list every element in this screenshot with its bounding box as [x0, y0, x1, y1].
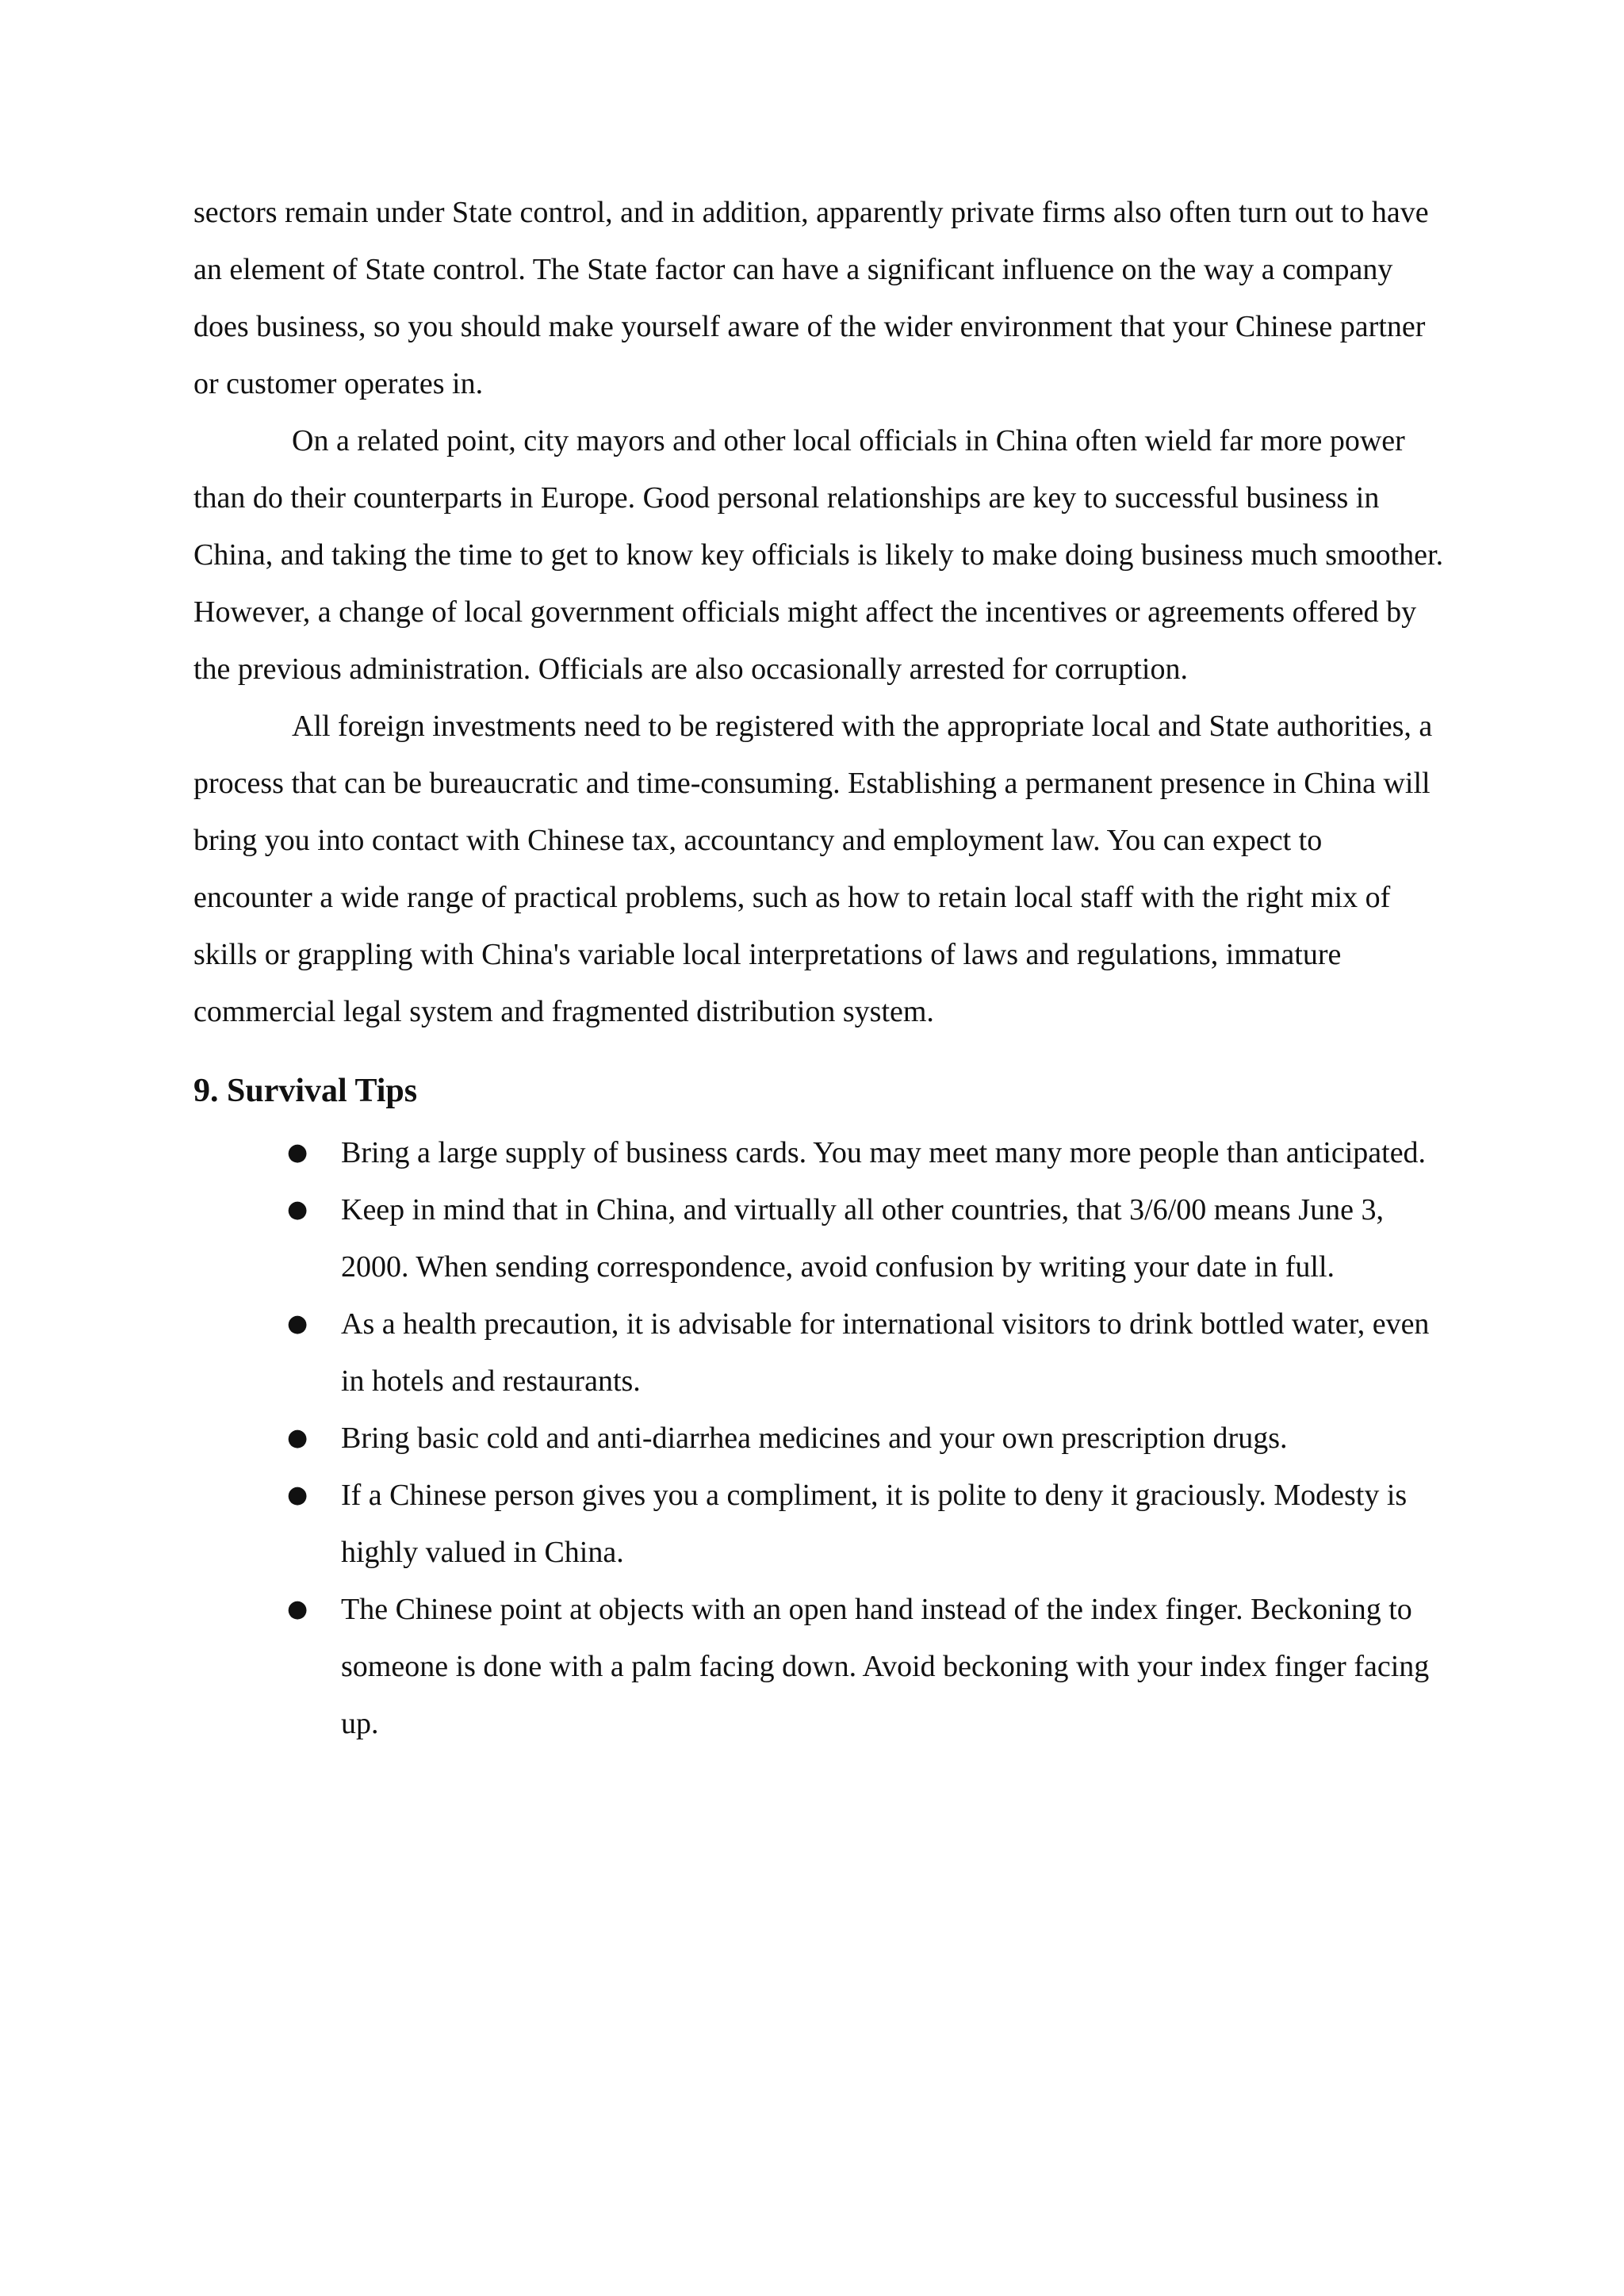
bullet-icon: ●	[287, 1595, 308, 1623]
paragraph-local-officials: On a related point, city mayors and other local officials in China often wield far more power than do their counterparts in Europe. Good personal relationships are key to successful business in China, and taking the time to get to know key officials is likely to make doing business much smoother. However, a change of local government officials might affect the incentives or agreements offered by the previous administration. Officials are also occasionally arrested for corruption.	[193, 424, 1444, 686]
tip-text: Bring a large supply of business cards. You may meet many more people than anticipated.	[341, 1136, 1427, 1169]
tip-text: As a health precaution, it is advisable for international visitors to drink bottled water, even in hotels and restaurants.	[341, 1307, 1430, 1398]
paragraph-state-control: sectors remain under State control, and in addition, apparently private firms also often turn out to have an element of State control. The State factor can have a significant influence on the way a company does business, so you should make yourself aware of the wider environment that your Chinese partner or customer operates in.	[193, 196, 1429, 400]
survival-tips-list	[193, 1124, 1446, 1752]
bullet-icon: ●	[287, 1424, 308, 1452]
list-item	[193, 1295, 1446, 1410]
tip-text: Keep in mind that in China, and virtually all other countries, that 3/6/00 means June 3, 2000. When sending correspondence, avoid confusion by writing your date in full.	[341, 1193, 1384, 1284]
bullet-icon: ●	[287, 1310, 308, 1337]
bullet-icon: ●	[287, 1196, 308, 1223]
tip-text: The Chinese point at objects with an open hand instead of the index finger. Beckoning to someone is done with a palm facing down. Avoid beckoning with your index finger facing up.	[341, 1593, 1430, 1740]
list-item	[193, 1467, 1446, 1581]
list-item	[193, 1410, 1446, 1467]
section-heading: 9. Survival Tips	[193, 1073, 418, 1109]
paragraph-foreign-investments: All foreign investments need to be registered with the appropriate local and State authorities, a process that can be bureaucratic and time-consuming. Establishing a permanent presence in China will bring you into contact with Chinese tax, accountancy and employment law. You can expect to encounter a wide range of practical problems, such as how to retain local staff with the right mix of skills or grappling with China's variable local interpretations of laws and regulations, immature commercial legal system and fragmented distribution system.	[193, 710, 1433, 1028]
list-item	[193, 1181, 1446, 1295]
tip-text: Bring basic cold and anti-diarrhea medicines and your own prescription drugs.	[341, 1422, 1288, 1455]
list-item	[193, 1124, 1446, 1181]
list-item	[193, 1581, 1446, 1752]
bullet-icon: ●	[287, 1481, 308, 1509]
bullet-icon: ●	[287, 1138, 308, 1166]
tip-text: If a Chinese person gives you a compliment, it is polite to deny it graciously. Modesty is highly valued in China.	[341, 1479, 1408, 1569]
document-body	[193, 184, 1446, 1752]
